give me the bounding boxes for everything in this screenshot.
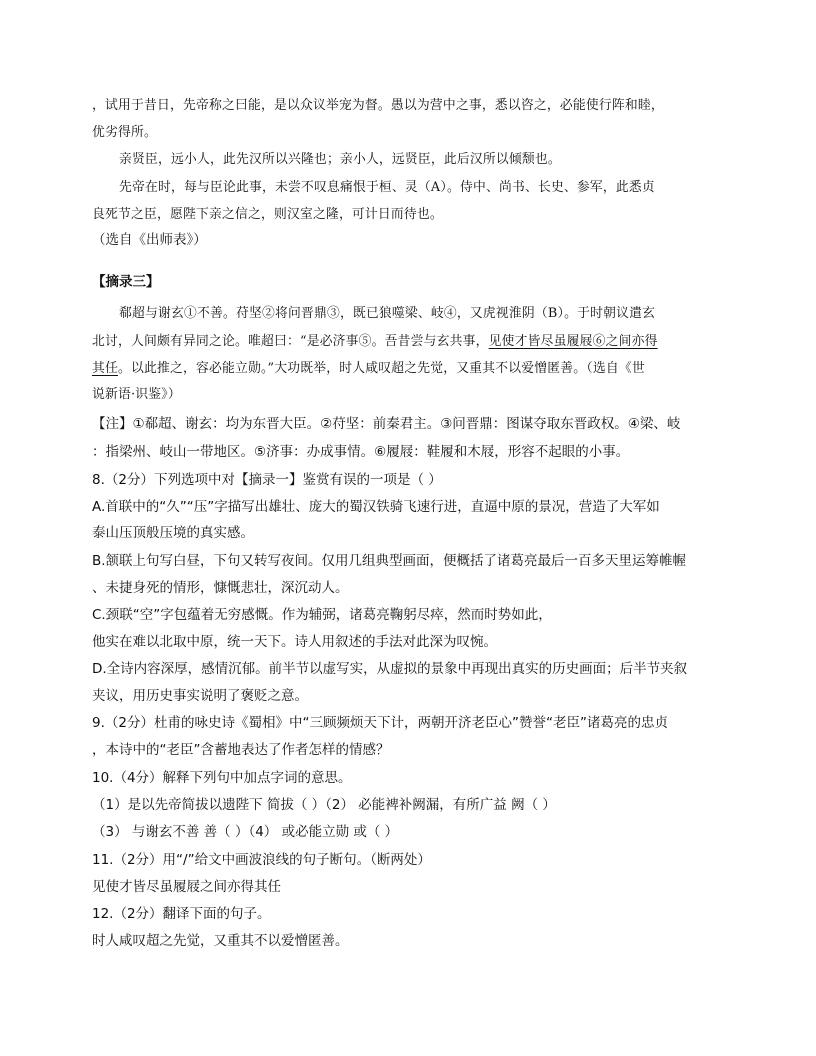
question8-option-c-line2: 他实在难以北取中原，统一天下。诗人用叙述的手法对此深为叹惋。 (92, 634, 497, 650)
notes-line2: ：指梁州、岐山一带地区。⑤济事：办成事情。⑥履屐：鞋履和木屐，形容不起眼的小事。 (92, 444, 630, 460)
wavy-underlined-sentence-part1: 见使才皆尽虽履屐⑥之间亦得 (488, 334, 658, 349)
question10-items-1-2: （1）是以先帝简拔以遗陛下 简拔（ ）（2） 必能裨补阙漏，有所广益 阙（ ） (92, 797, 556, 813)
question10-items-3-4: （3） 与谢玄不善 善（ ）（4） 或必能立勋 或（ ） (92, 824, 399, 840)
excerpt3-line3 (92, 359, 645, 379)
question12-sentence: 时人咸叹超之先觉，又重其不以爱憎匿善。 (92, 933, 349, 949)
question12-stem: 12.（2分）翻译下面的句子。 (92, 906, 271, 922)
question9-line2: ，本诗中的“老臣”含蓄地表达了作者怎样的情感？ (92, 742, 390, 758)
excerpt2-source: （选自《出师表》） (92, 232, 207, 248)
question8-option-c-line1: C.颈联“空”字包蕴着无穷感慨。作为辅弼，诸葛亮鞠躬尽瘁，然而时势如此， (92, 607, 552, 623)
notes-line1: 【注】①郗超、谢玄：均为东晋大臣。②苻坚：前秦君主。③问晋鼎：图谋夺取东晋政权。④梁、岐 (92, 416, 681, 432)
excerpt3-line4: 说新语·识鉴》） (92, 387, 181, 402)
excerpt2-paragraph1-line2: 优劣得所。 (92, 125, 157, 140)
excerpt2-paragraph3-line1: 先帝在时，每与臣论此事，未尝不叹息痛恨于桓、灵（A）。侍中、尚书、长史、参军，此悉贞 (119, 180, 655, 195)
excerpt3-line2-text: 北讨，人间颇有异同之论。唯超曰：“是必济事⑤。吾昔尝与玄共事， (92, 334, 489, 349)
excerpt2-paragraph1-line1: ，试用于昔日，先帝称之曰能，是以众议举宠为督。愚以为营中之事，悉以咨之，必能使行阵和睦， (92, 98, 664, 113)
question8-option-a-line2: 泰山压顶般压境的真实感。 (92, 525, 254, 541)
excerpt3-line3-text: 。以此推之，容必能立勋。”大功既举，时人咸叹超之先觉，又重其不以爱憎匿善。（选自《世 (118, 361, 645, 376)
question11-stem: 11.（2分）用“/”给文中画波浪线的句子断句。（断两处） (92, 852, 431, 868)
excerpt3-line2 (92, 332, 658, 352)
question8-stem: 8.（2分）下列选项中对【摘录一】鉴赏有误的一项是（ ） (92, 472, 442, 488)
question8-option-b-line1: B.颔联上句写白昼，下句又转写夜间。仅用几组典型画面，便概括了诸葛亮最后一百多天里运筹帷幄 (92, 553, 687, 569)
question9-line1: 9.（2分）杜甫的咏史诗《蜀相》中“三顾频烦天下计，两朝开济老臣心”赞誉“老臣”诸葛亮的忠贞 (92, 715, 668, 731)
excerpt3-line1: 郗超与谢玄①不善。苻坚②将问晋鼎③，既已狼噬梁、岐④，又虎视淮阴（B）。于时朝议遣玄 (119, 306, 656, 321)
wavy-underlined-sentence-part2: 其任 (92, 361, 118, 376)
question8-option-d-line2: 夹议，用历史事实说明了褒贬之意。 (92, 688, 308, 704)
excerpt3-heading: 【摘录三】 (92, 274, 160, 290)
question8-option-d-line1: D.全诗内容深厚，感情沉郁。前半节以虚写实，从虚拟的景象中再现出真实的历史画面；后半节夹叙 (92, 661, 688, 677)
excerpt2-paragraph2: 亲贤臣，远小人，此先汉所以兴隆也；亲小人，远贤臣，此后汉所以倾颓也。 (119, 152, 561, 167)
question8-option-a-line1: A.首联中的“久”“压”字描写出雄壮、庞大的蜀汉铁骑飞速行进，直逼中原的景况，营造了大军如 (92, 499, 660, 515)
question10-stem: 10.（4分）解释下列句中加点字词的意思。 (92, 770, 352, 786)
question11-sentence: 见使才皆尽虽履屐之间亦得其任 (92, 879, 281, 895)
question8-option-b-line2: 、未捷身死的情形，慷慨悲壮，深沉动人。 (92, 580, 349, 596)
excerpt2-paragraph3-line2: 良死节之臣，愿陛下亲之信之，则汉室之隆，可计日而待也。 (92, 207, 443, 222)
